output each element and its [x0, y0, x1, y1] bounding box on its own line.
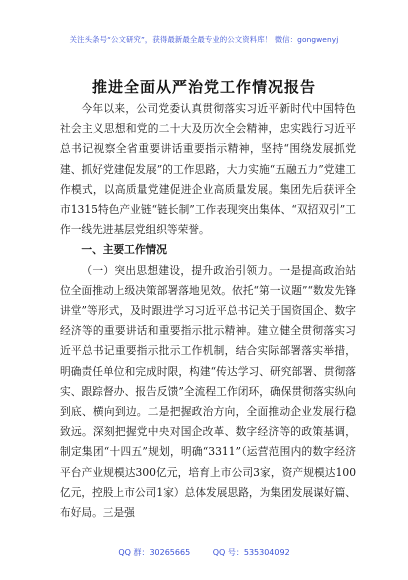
- document-body: [60, 99, 356, 523]
- header-banner: 关注头条号“公文研究”，获得最新最全最专业的公文资料库！ 微信：gongwenyj: [69, 35, 339, 44]
- intro-paragraph: 今年以来，公司党委认真贯彻落实习近平新时代中国特色社会主义思想和党的二十大及历次全会精神，忠实践行习近平总书记视察全省重要讲话重要指示精神，坚持“围绕发展抓党建、抓好党建促发展”的工作思路，大力实施“五融五力”党建工作模式，以高质量党建促进企业高质量发展。集团先后获评全市1315特色产业链“链长制”工作表现突出集体、“双招双引”工作一线先进基层党组织等荣誉。: [60, 102, 356, 237]
- qq-number-text: QQ 号：535304092: [212, 548, 290, 557]
- body-paragraph: （一）突出思想建设，提升政治引领力。一是提高政治站位全面推动上级决策部署落地见效。依托“第一议题”“数发先锋讲堂”等形式，及时跟进学习习近平总书记关于国资国企、数字经济等的重要讲话和重要指示批示精神。建立健全贯彻落实习近平总书记重要指示批示工作机制，结合实际部署落实举措，明确责任单位和完成时限，构建“传达学习、研究部署、贯彻落实、跟踪督办、报告反馈”全流程工作闭环，确保贯彻落实纵向到底、横向到边。二是把握政治方向，全面推动企业发展行稳致远。深刻把握党中央对国企改革、数字经济等的政策基调，制定集团“十四五”规划，明确“3311”（运营范围内的数字经济平台产业规模达300亿元，培育上市公司3家，资产规模达100亿元，控股上市公司1家）总体发展思路，为集团发展谋好篇、布好局。三是强: [60, 263, 356, 520]
- section-heading: 一、主要工作情况: [81, 243, 167, 257]
- document-title: 推进全面从严治党工作情况报告: [91, 78, 316, 96]
- footer-contacts: [0, 547, 408, 558]
- qq-group-text: QQ 群：30265665: [118, 548, 191, 557]
